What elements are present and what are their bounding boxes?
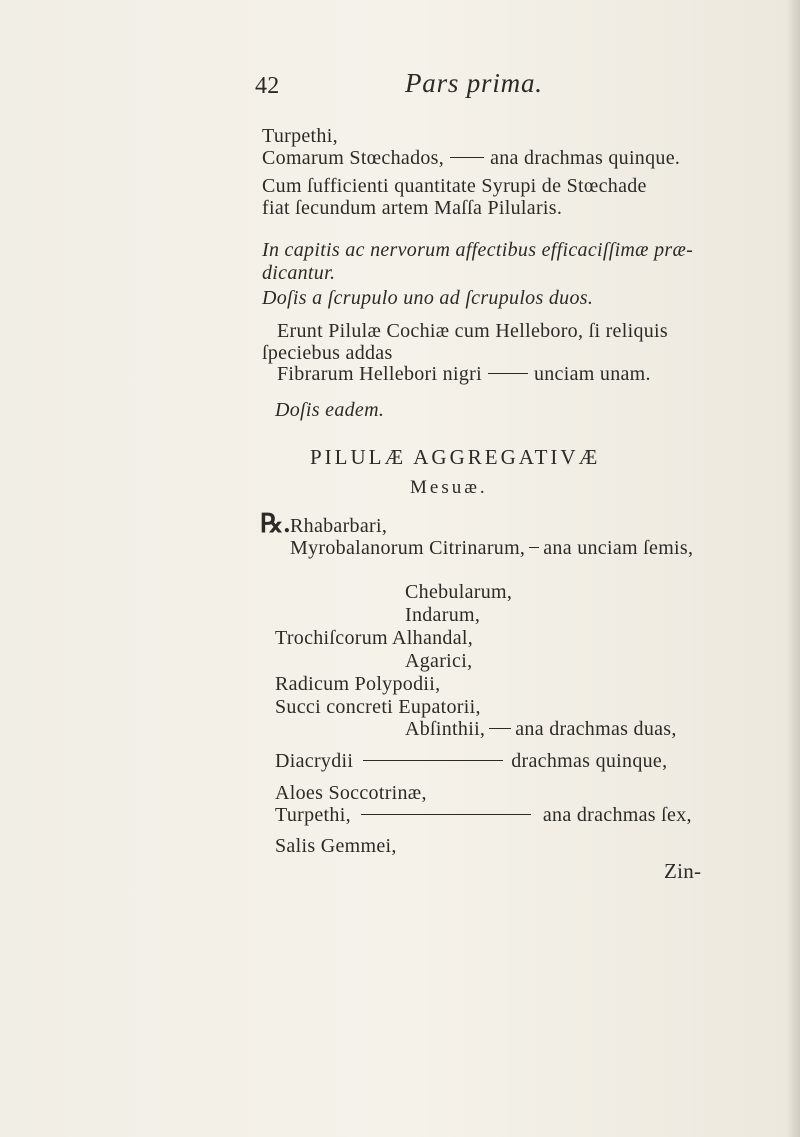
rule bbox=[488, 373, 528, 374]
ingredient-line: Radicum Polypodii, bbox=[275, 673, 441, 695]
ingredient-line: Salis Gemmei, bbox=[275, 835, 397, 857]
ingredient-line bbox=[275, 803, 692, 827]
text-fragment: Diacrydii bbox=[275, 750, 354, 772]
recipe-symbol: ℞. bbox=[260, 509, 291, 538]
text-fragment: Fibrarum Hellebori nigri bbox=[277, 363, 482, 385]
ingredient-line bbox=[290, 536, 693, 560]
text-line: fiat ſecundum artem Maſſa Pilularis. bbox=[262, 197, 563, 219]
running-title: Pars prima. bbox=[405, 68, 543, 98]
text-fragment: Myrobalanorum Citrinarum, bbox=[290, 537, 526, 559]
text-line: Erunt Pilulæ Cochiæ cum Helleboro, ſi reliquis bbox=[277, 320, 668, 342]
text-line: Doſis a ſcrupulo uno ad ſcrupulos duos. bbox=[262, 287, 594, 309]
text-line bbox=[277, 362, 651, 386]
text-fragment: ana drachmas ſex, bbox=[542, 804, 692, 826]
ingredient-line: Agarici, bbox=[405, 650, 473, 672]
ingredient-line bbox=[275, 749, 667, 773]
text-fragment: ana drachmas quinque. bbox=[490, 147, 681, 169]
ingredient-line bbox=[405, 717, 677, 741]
text-fragment: drachmas quinque, bbox=[511, 750, 668, 772]
text-fragment: unciam unam. bbox=[533, 363, 651, 385]
ingredient-line: Rhabarbari, bbox=[290, 515, 388, 537]
text-fragment: ana drachmas duas, bbox=[515, 718, 677, 740]
rule bbox=[529, 547, 539, 548]
text-fragment: Comarum Stœchados, bbox=[262, 147, 445, 169]
text-line: Cum ſufficienti quantitate Syrupi de Stœchade bbox=[262, 175, 647, 197]
text-line bbox=[262, 146, 680, 170]
page-number: 42 bbox=[255, 73, 280, 99]
catchword: Zin- bbox=[664, 859, 702, 883]
text-line: ſpeciebus addas bbox=[262, 342, 393, 364]
section-title: PILULÆ AGGREGATIVÆ bbox=[310, 445, 601, 469]
section-subtitle: Mesuæ. bbox=[410, 477, 488, 498]
ingredient-line: Trochiſcorum Alhandal, bbox=[275, 627, 474, 649]
page-edge-shadow bbox=[786, 0, 800, 1137]
rule bbox=[363, 760, 503, 761]
ingredient-line: Chebularum, bbox=[405, 581, 513, 603]
rule bbox=[489, 728, 511, 729]
text-line: dicantur. bbox=[262, 262, 336, 284]
rule bbox=[361, 814, 531, 815]
ingredient-line: Succi concreti Eupatorii, bbox=[275, 696, 481, 718]
text-line: In capitis ac nervorum affectibus efficaciſſimæ præ- bbox=[262, 239, 694, 261]
text-fragment: ana unciam ſemis, bbox=[543, 537, 694, 559]
text-fragment: Turpethi, bbox=[275, 804, 351, 826]
ingredient-line: Indarum, bbox=[405, 604, 481, 626]
ingredient-line: Aloes Soccotrinæ, bbox=[275, 782, 427, 804]
text-line: Turpethi, bbox=[262, 125, 338, 147]
text-fragment: Abſinthii, bbox=[405, 718, 486, 740]
rule bbox=[450, 157, 484, 158]
text-line: Doſis eadem. bbox=[275, 399, 385, 421]
